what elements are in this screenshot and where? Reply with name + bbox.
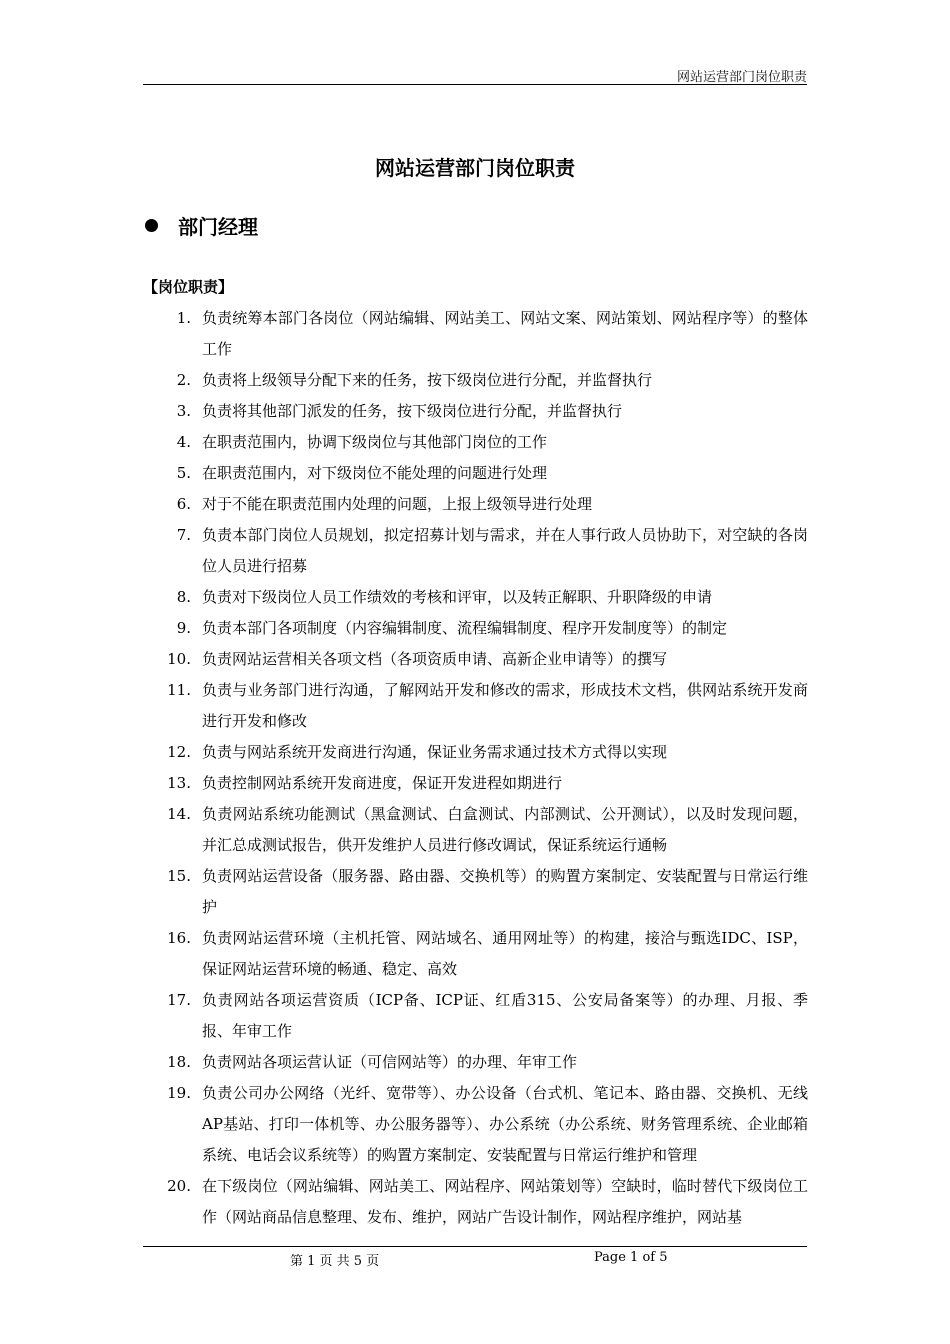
list-item-number: 20.	[167, 1177, 191, 1195]
list-item-text: 负责控制网站系统开发商进度，保证开发进程如期进行	[202, 774, 563, 792]
running-header: 网站运营部门岗位职责	[676, 70, 807, 85]
list-item-text: 负责统筹本部门各岗位（网站编辑、网站美工、网站文案、网站策划、网站程序等）的整体工作	[202, 309, 808, 358]
list-item-number: 9.	[176, 619, 191, 637]
section-heading	[145, 211, 258, 240]
list-item-number: 17.	[167, 991, 191, 1009]
list-item	[163, 675, 808, 737]
list-item-text: 负责网站运营相关各项文档（各项资质申请、高新企业申请等）的撰写	[202, 650, 668, 668]
list-item-text: 对于不能在职责范围内处理的问题，上报上级领导进行处理	[202, 495, 593, 513]
list-item-text: 负责与业务部门进行沟通，了解网站开发和修改的需求，形成技术文档，供网站系统开发商进行开发和修改	[202, 681, 808, 730]
list-item-number: 1.	[176, 309, 191, 327]
subheading-duties: 【岗位职责】	[143, 278, 234, 296]
list-item	[163, 1078, 808, 1171]
section-title: 部门经理	[178, 215, 258, 239]
document-title: 网站运营部门岗位职责	[375, 156, 575, 180]
list-item-number: 18.	[167, 1053, 191, 1071]
list-item-number: 15.	[167, 867, 191, 885]
list-item	[163, 427, 808, 458]
list-item-text: 负责与网站系统开发商进行沟通，保证业务需求通过技术方式得以实现	[202, 743, 668, 761]
list-item-number: 5.	[176, 464, 191, 482]
list-item-number: 10.	[167, 650, 191, 668]
list-item-number: 6.	[176, 495, 191, 513]
list-item	[163, 582, 808, 613]
list-item-number: 4.	[176, 433, 191, 451]
list-item-text: 负责网站运营环境（主机托管、网站域名、通用网址等）的构建，接洽与甄选IDC、ISP，保证网站运营环境的畅通、稳定、高效	[202, 929, 808, 978]
list-item	[163, 985, 808, 1047]
list-item-text: 负责本部门各项制度（内容编辑制度、流程编辑制度、程序开发制度等）的制定	[202, 619, 728, 637]
list-item	[163, 768, 808, 799]
list-item	[163, 520, 808, 582]
list-item	[163, 613, 808, 644]
list-item-text: 负责网站系统功能测试（黑盒测试、白盒测试、内部测试、公开测试），以及时发现问题，并汇总成测试报告，供开发维护人员进行修改调试，保证系统运行通畅	[202, 805, 808, 854]
list-item	[163, 644, 808, 675]
list-item-number: 3.	[176, 402, 191, 420]
list-item-number: 13.	[167, 774, 191, 792]
list-item-text: 负责网站各项运营认证（可信网站等）的办理、年审工作	[202, 1053, 578, 1071]
list-item-text: 负责公司办公网络（光纤、宽带等）、办公设备（台式机、笔记本、路由器、交换机、无线AP基站、打印一体机等、办公服务器等）、办公系统（办公系统、财务管理系统、企业邮箱系统、电话会议系统等）的购置方案制定、安装配置与日常运行维护和管理	[202, 1084, 808, 1164]
list-item	[163, 923, 808, 985]
footer-divider	[143, 1246, 807, 1247]
list-item-number: 16.	[167, 929, 191, 947]
list-item-number: 14.	[167, 805, 191, 823]
list-item-text: 负责对下级岗位人员工作绩效的考核和评审，以及转正解职、升职降级的申请	[202, 588, 713, 606]
list-item	[163, 303, 808, 365]
list-item	[163, 861, 808, 923]
list-item-text: 在下级岗位（网站编辑、网站美工、网站程序、网站策划等）空缺时，临时替代下级岗位工作（网站商品信息整理、发布、维护，网站广告设计制作，网站程序维护，网站基	[202, 1177, 808, 1226]
list-item-number: 12.	[167, 743, 191, 761]
list-item	[163, 737, 808, 768]
list-item	[163, 458, 808, 489]
list-item-number: 7.	[176, 526, 191, 544]
list-item-text: 负责网站运营设备（服务器、路由器、交换机等）的购置方案制定、安装配置与日常运行维护	[202, 867, 808, 916]
header-divider	[143, 84, 807, 85]
list-item-number: 2.	[176, 371, 191, 389]
list-item-text: 负责将上级领导分配下来的任务，按下级岗位进行分配，并监督执行	[202, 371, 653, 389]
list-item	[163, 799, 808, 861]
list-item-number: 8.	[176, 588, 191, 606]
list-item	[163, 1171, 808, 1233]
list-item-text: 负责网站各项运营资质（ICP备、ICP证、红盾315、公安局备案等）的办理、月报、季报、年审工作	[202, 991, 808, 1040]
list-item-text: 负责本部门岗位人员规划，拟定招募计划与需求，并在人事行政人员协助下，对空缺的各岗位人员进行招募	[202, 526, 808, 575]
list-item	[163, 365, 808, 396]
list-item-text: 在职责范围内，协调下级岗位与其他部门岗位的工作	[202, 433, 548, 451]
list-item-number: 11.	[167, 681, 191, 699]
list-item-number: 19.	[167, 1084, 191, 1102]
list-item	[163, 489, 808, 520]
duty-list	[163, 303, 808, 1233]
list-item-text: 在职责范围内，对下级岗位不能处理的问题进行处理	[202, 464, 548, 482]
footer-page-cn: 第 1 页 共 5 页	[290, 1254, 380, 1269]
bullet-icon	[145, 219, 158, 232]
list-item	[163, 1047, 808, 1078]
footer-page-en: Page 1 of 5	[594, 1250, 668, 1265]
list-item	[163, 396, 808, 427]
list-item-text: 负责将其他部门派发的任务，按下级岗位进行分配，并监督执行	[202, 402, 623, 420]
